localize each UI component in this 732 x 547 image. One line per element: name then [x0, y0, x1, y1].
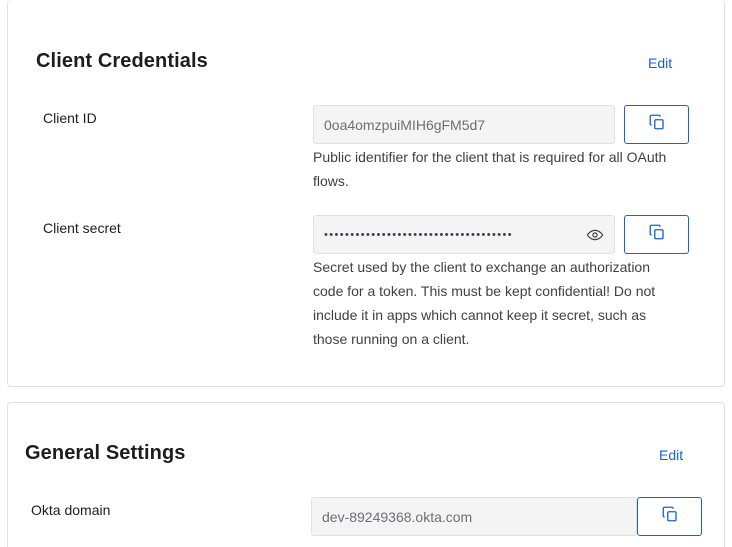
copy-client-secret-button[interactable]: [624, 215, 689, 254]
copy-icon: [648, 223, 666, 246]
eye-icon[interactable]: [586, 226, 604, 244]
okta-domain-input[interactable]: [311, 497, 637, 536]
copy-icon: [661, 505, 679, 528]
client-secret-helper-text: Secret used by the client to exchange an authorization code for a token. This must be kept confidential! Do not include it in apps which cannot keep it secret, such as those running on a client.: [313, 259, 656, 347]
okta-domain-value: dev-89249368.okta.com: [322, 508, 473, 525]
edit-client-credentials-link[interactable]: Edit: [648, 55, 673, 71]
okta-domain-label: Okta domain: [31, 502, 111, 518]
client-id-label: Client ID: [43, 110, 97, 126]
client-id-value: 0oa4omzpuiMIH6gFM5d7: [324, 116, 486, 133]
client-id-input[interactable]: [313, 105, 615, 144]
general-settings-title: General Settings: [25, 442, 186, 464]
client-secret-value: ••••••••••••••••••••••••••••••••••••: [324, 228, 514, 241]
client-id-helper-text: Public identifier for the client that is required for all OAuth flows.: [313, 149, 667, 189]
client-secret-label: Client secret: [43, 220, 121, 236]
client-secret-input[interactable]: [313, 215, 615, 254]
client-credentials-title: Client Credentials: [36, 50, 208, 72]
edit-general-settings-link[interactable]: Edit: [659, 447, 684, 463]
copy-client-id-button[interactable]: [624, 105, 689, 144]
copy-okta-domain-button[interactable]: [637, 497, 702, 536]
copy-icon: [648, 113, 666, 136]
card-divider: [0, 388, 732, 389]
